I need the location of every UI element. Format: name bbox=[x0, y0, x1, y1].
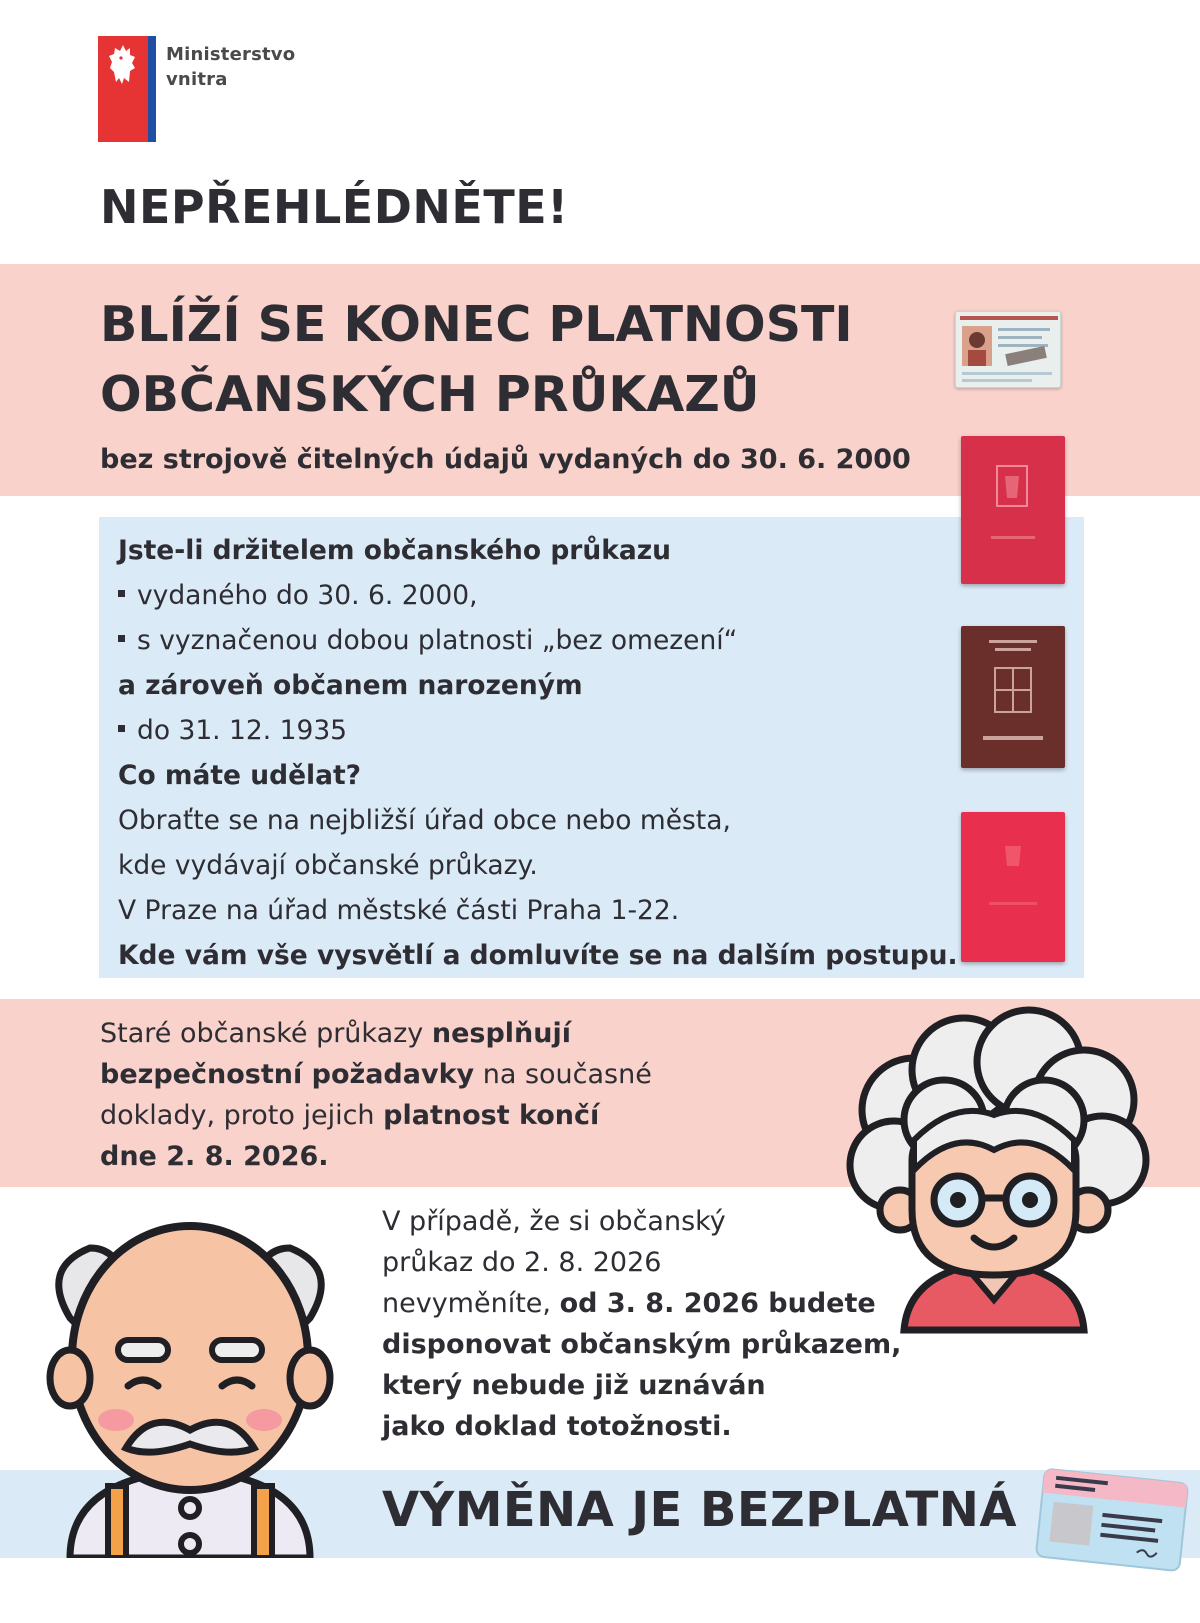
warning-text bbox=[100, 1013, 652, 1177]
ministry-logo bbox=[98, 36, 158, 142]
warning-line-4 bbox=[100, 1136, 652, 1177]
new-id-card-icon bbox=[1034, 1466, 1192, 1574]
warning-line-3-bold: platnost končí bbox=[383, 1100, 600, 1131]
id-card-graphic bbox=[956, 312, 1061, 388]
citizen-heading: a zároveň občanem narozeným bbox=[118, 670, 583, 701]
booklet-emblem bbox=[961, 436, 1065, 584]
action-line-1: Obraťte se na nejbližší úřad obce nebo města, bbox=[118, 805, 731, 836]
booklet-emblem bbox=[961, 812, 1065, 962]
grandfather-icon bbox=[30, 1208, 350, 1558]
red-booklet bbox=[961, 436, 1065, 584]
warning-line-2-text: na současné bbox=[474, 1059, 652, 1090]
main-title-line2: OBČANSKÝCH PRŮKAZŮ bbox=[100, 366, 760, 423]
consequence-line-5 bbox=[382, 1365, 901, 1406]
ministry-name bbox=[166, 42, 295, 92]
ministry-name-line1: Ministerstvo bbox=[166, 44, 296, 65]
holder-heading: Jste-li držitelem občanského průkazu bbox=[118, 535, 672, 566]
free-exchange-text: VÝMĚNA JE BEZPLATNÁ bbox=[382, 1482, 1017, 1538]
warning-line-3 bbox=[100, 1095, 652, 1136]
warning-line-1-bold: nesplňují bbox=[431, 1018, 571, 1049]
logo-red-bar bbox=[98, 36, 148, 142]
consequence-line-3-text: nevyměníte, bbox=[382, 1288, 560, 1319]
ministry-name-line2: vnitra bbox=[166, 69, 228, 90]
warning-line-2 bbox=[100, 1054, 652, 1095]
warning-line-1 bbox=[100, 1013, 652, 1054]
action-line-2: kde vydávají občanské průkazy. bbox=[118, 850, 538, 881]
subtitle: bez strojově čitelných údajů vydaných do 30. 6. 2000 bbox=[100, 444, 911, 475]
warning-line-4-bold: dne 2. 8. 2026. bbox=[100, 1141, 329, 1172]
action-heading: Co máte udělat? bbox=[118, 760, 362, 791]
czech-lion-icon bbox=[106, 42, 140, 86]
consequence-line-1: V případě, že si občanský bbox=[382, 1206, 726, 1237]
brown-booklet bbox=[961, 626, 1065, 768]
warning-line-2-bold: bezpečnostní požadavky bbox=[100, 1059, 475, 1090]
booklet-emblem bbox=[961, 626, 1065, 768]
consequence-line-3-bold: od 3. 8. 2026 budete bbox=[559, 1288, 876, 1319]
info-text bbox=[118, 528, 958, 978]
logo-blue-bar bbox=[148, 36, 156, 142]
warning-line-1-text: Staré občanské průkazy bbox=[100, 1018, 432, 1049]
consequence-text bbox=[382, 1201, 901, 1447]
main-title-line1: BLÍŽÍ SE KONEC PLATNOSTI bbox=[100, 296, 853, 353]
consequence-line-6 bbox=[382, 1406, 901, 1447]
warning-line-3-text: doklady, proto jejich bbox=[100, 1100, 384, 1131]
consequence-line-3 bbox=[382, 1283, 901, 1324]
id-card-photo bbox=[955, 311, 1061, 388]
consequence-line-2: průkaz do 2. 8. 2026 bbox=[382, 1247, 662, 1278]
consequence-line-4 bbox=[382, 1324, 901, 1365]
consequence-line-4-bold: disponovat občanským průkazem, bbox=[382, 1329, 902, 1360]
action-line-4: Kde vám vše vysvětlí a domluvíte se na dalším postupu. bbox=[118, 940, 958, 971]
bullet-issued: vydaného do 30. 6. 2000, bbox=[118, 573, 958, 618]
bullet-born: do 31. 12. 1935 bbox=[118, 708, 958, 753]
action-line-3: V Praze na úřad městské části Praha 1-22. bbox=[118, 895, 680, 926]
bright-red-booklet bbox=[961, 812, 1065, 962]
bullet-validity: s vyznačenou dobou platnosti „bez omezení“ bbox=[118, 618, 958, 663]
consequence-line-5-bold: který nebude již uznáván bbox=[382, 1370, 766, 1401]
headline: NEPŘEHLÉDNĚTE! bbox=[100, 180, 569, 234]
consequence-line-6-bold: jako doklad totožnosti. bbox=[382, 1411, 732, 1442]
main-title bbox=[100, 290, 853, 430]
